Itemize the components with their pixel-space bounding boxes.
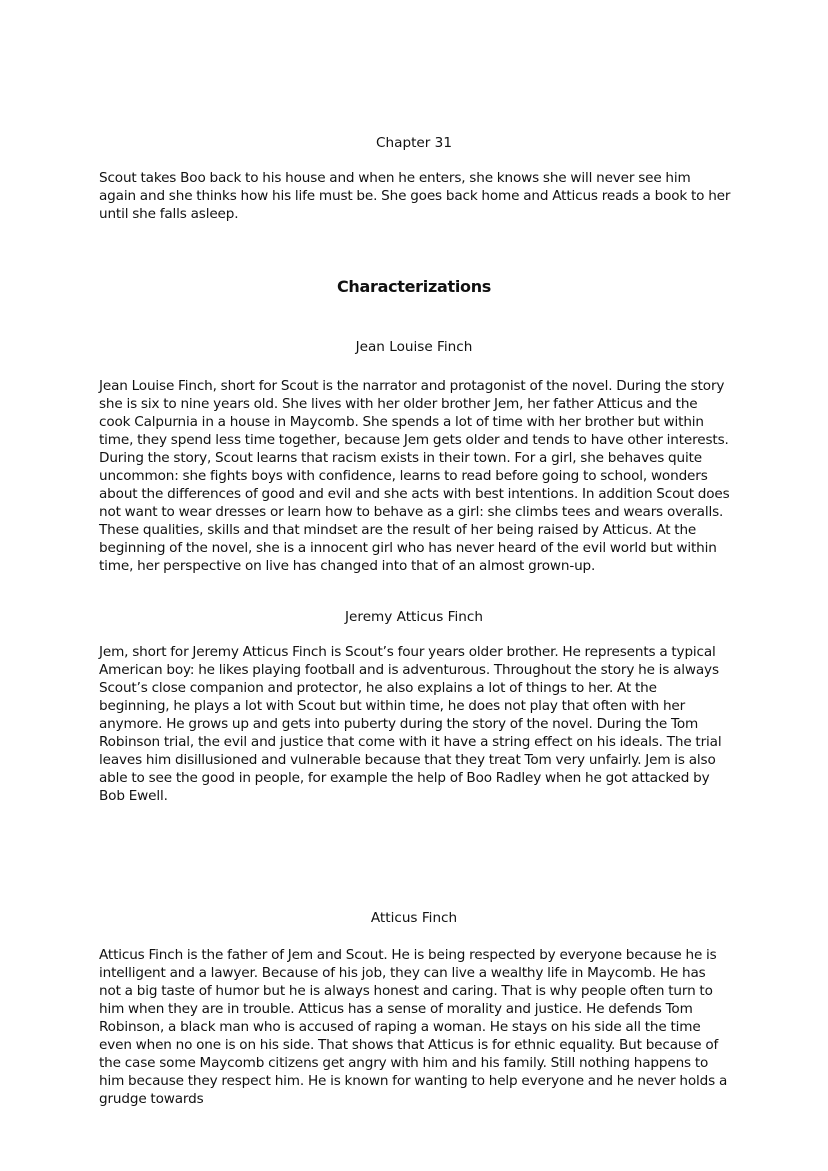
character-text-scout: Jean Louise Finch, short for Scout is the narrator and protagonist of the novel. During the story she is six to nine years old. She lives with her older brother Jem, her father Atticus and the cook Calpurnia in a house in Maycomb. She spends a lot of time with her brother but within time, they spend less time together, because Jem gets older and tends to have other interests. During the story, Scout learns that racism exists in their town. For a girl, she behaves quite uncommon: she fights boys with confidence, learns to read before going to school, wonders about the differences of good and evil and she acts with best intentions. In addition Scout does not want to wear dresses or learn how to behave as a girl: she climbs tees and wears overalls. These qualities, skills and that mindset are the result of her being raised by Atticus. At the beginning of the novel, she is a innocent girl who has never heard of the evil world but within time, her perspective on live has changed into that of an almost grown-up.	[99, 378, 730, 574]
character-text-jem: Jem, short for Jeremy Atticus Finch is Scout’s four years older brother. He represents a typical American boy: he likes playing football and is adventurous. Throughout the story he is always Scout’s close companion and protector, he also explains a lot of things to her. At the beginning, he plays a lot with Scout but within time, he does not play that often with her anymore. He grows up and gets into puberty during the story of the novel. During the Tom Robinson trial, the evil and justice that come with it have a string effect on his ideals. The trial leaves him disillusioned and vulnerable because that they treat Tom very unfairly. Jem is also able to see the good in people, for example the help of Boo Radley when he got attacked by Bob Ewell.	[99, 644, 722, 804]
character-heading-jem: Jeremy Atticus Finch	[345, 609, 483, 625]
character-heading-scout: Jean Louise Finch	[355, 339, 473, 355]
character-text-atticus: Atticus Finch is the father of Jem and Scout. He is being respected by everyone because he is intelligent and a lawyer. Because of his job, they can live a wealthy life in Maycomb. He has not a big taste of humor but he is always honest and caring. That is why people often turn to him when they are in trouble. Atticus has a sense of morality and justice. He defends Tom Robinson, a black man who is accused of raping a woman. He stays on his side all the time even when no one is on his side. That shows that Atticus is for ethnic equality. But because of the case some Maycomb citizens get angry with him and his family. Still nothing happens to him because they respect him. He is known for wanting to help everyone and he never holds a grudge towards	[99, 947, 728, 1107]
character-heading-atticus: Atticus Finch	[370, 910, 458, 926]
chapter-31-heading: Chapter 31	[376, 135, 452, 151]
chapter-31-summary: Scout takes Boo back to his house and when he enters, she knows she will never see him again and she thinks how his life must be. She goes back home and Atticus reads a book to her until she falls asleep.	[99, 170, 731, 222]
characterizations-title: Characterizations	[336, 277, 492, 296]
